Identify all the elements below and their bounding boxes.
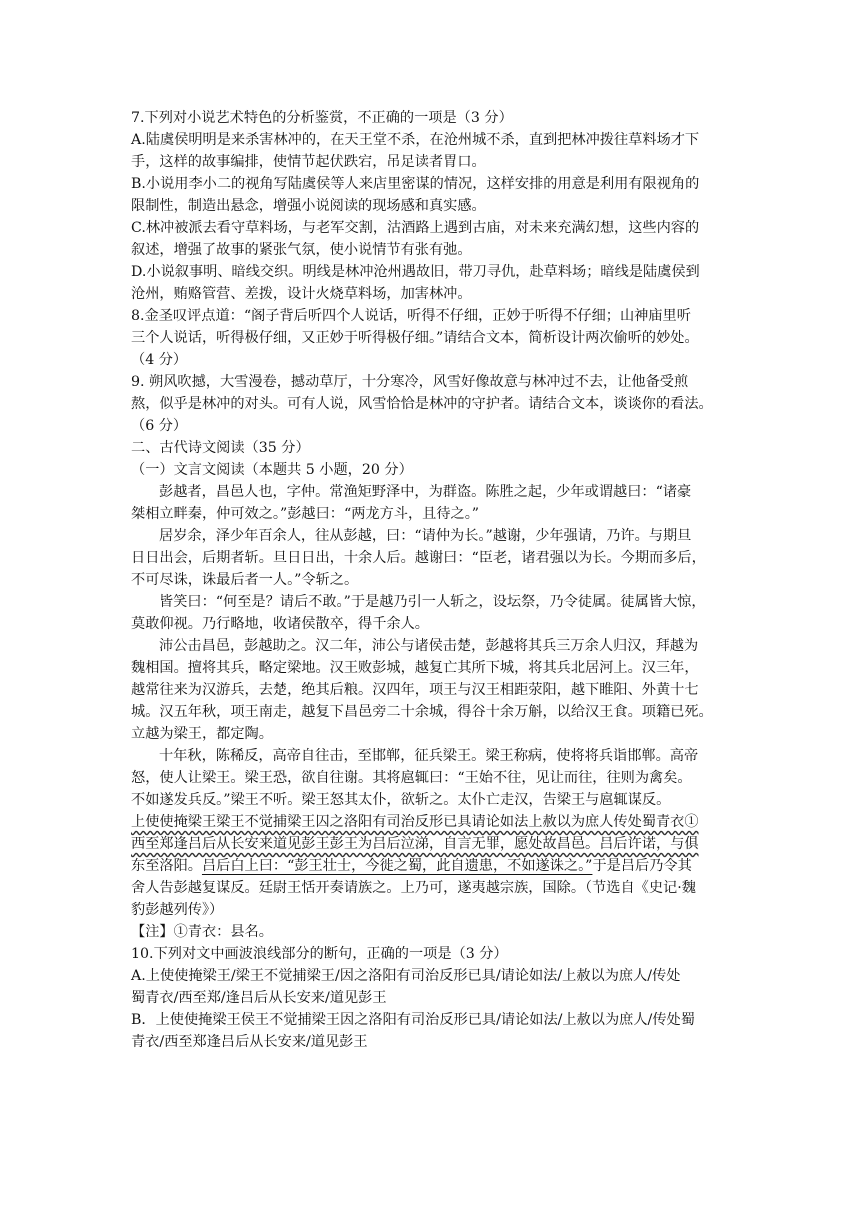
passage-line: 彭越者，昌邑人也，字仲。常渔矩野泽中，为群盗。陈胜之起，少年或谓越曰：“诸豪 (159, 484, 692, 500)
question-8-line: 三个人说话，听得极仔细，又正妙于听得极仔细。”请结合文本，简析设计两次偷听的妙处。 (131, 330, 699, 346)
subsection-heading: （一）文言文阅读（本题共 5 小题，20 分） (131, 462, 413, 478)
passage-line: 舍人告彭越复谋反。廷尉王恬开奏请族之。上乃可，遂夷越宗族，国除。（节选自《史记·魏 (131, 880, 696, 896)
passage-line (131, 811, 731, 833)
option-b-line: 青衣/西至郑逢吕后从长安来/道见彭王 (131, 1034, 368, 1050)
passage-line: 越常往来为汉游兵，去楚，绝其后粮。汉四年，项王与汉王相距荥阳，越下睢阳、外黄十七 (131, 682, 699, 698)
option-c-line: C.林冲被派去看守草料场，与老军交割，沽酒路上遇到古庙，对未来充满幻想，这些内容的 (131, 220, 700, 236)
option-a-line: 手，这样的故事编排，使情节起伏跌宕，吊足读者胃口。 (131, 154, 486, 170)
question-10-stem: 10.下列对文中画波浪线部分的断句，正确的一项是（3 分） (131, 946, 508, 962)
question-9-score: （6 分） (131, 418, 188, 434)
option-c-line: 叙述，增强了故事的紧张气氛，使小说情节有张有弛。 (131, 242, 472, 258)
option-a-line: A.上使使掩梁王/梁王不觉捕梁王/因之洛阳有司治反形已具/请论如法/上赦以为庶人/传处 (131, 968, 681, 984)
option-b-line: B．上使使掩梁王侯王不觉捕梁王因之洛阳有司治反形已具/请论如法/上赦以为庶人/传处蜀 (131, 1012, 695, 1028)
wavy-underlined-text: 西至郑逢吕后从长安来道见彭王彭王为吕后泣涕，自言无罪，愿处故昌邑。吕后许诺，与俱 (131, 836, 699, 852)
passage-line: 不如遂发兵反。”梁王不听。梁王怒其太仆，欲斩之。太仆亡走汉，告梁王与扈辄谋反。 (131, 792, 671, 808)
passage-line: 日日出会，后期者斩。旦日日出，十余人后。越谢曰：“臣老，诸君强以为长。今期而多后， (131, 550, 706, 566)
passage-line: 桀相立畔秦，仲可效之。”彭越曰：“两龙方斗，且待之。” (131, 506, 480, 522)
option-b-line: B.小说用李小二的视角写陆虞侯等人来店里密谋的情况，这样安排的用意是利用有限视角的 (131, 176, 700, 192)
passage-source: 豹彭越列传》） (131, 902, 224, 918)
question-8-line: 8.金圣叹评点道：“阁子背后听四个人说话，听得不仔细，正妙于听得不仔细；山神庙里听 (131, 308, 691, 324)
option-a-line: A.陆虞侯明明是来杀害林冲的，在天王堂不杀，在沧州城不杀，直到把林冲拨往草料场才下 (131, 132, 700, 148)
question-9-line: 熬，似乎是林冲的对头。可有人说，风雪恰恰是林冲的守护者。请结合文本，谈谈你的看法。 (131, 396, 713, 412)
option-d-line: D.小说叙事明、暗线交织。明线是林冲沧州遇故旧，带刀寻仇，赴草料场；暗线是陆虞侯到 (131, 264, 700, 280)
option-b-line: 限制性，制造出悬念，增强小说阅读的现场感和真实感。 (131, 198, 486, 214)
passage-line: 居岁余，泽少年百余人，往从彭越，曰：“请仲为长。”越谢，少年强请，乃许。与期旦 (159, 528, 692, 544)
passage-text: 东至洛阳。 (131, 858, 202, 874)
passage-line: 沛公击昌邑，彭越助之。汉二年，沛公与诸侯击楚，彭越将其兵三万余人归汉，拜越为 (159, 638, 699, 654)
passage-line: 不可尽诛，诛最后者一人。”令斩之。 (131, 572, 359, 588)
passage-line: 莫敢仰视。乃行略地，收诸侯散卒，得千余人。 (131, 616, 429, 632)
passage-line: 怒，使人让梁王。梁王恐，欲自往谢。其将扈辄曰：“王始不往，见让而往，往则为禽矣。 (131, 770, 692, 786)
question-9-line: 9. 朔风吹撼，大雪漫卷，撼动草厅，十分寒冷，风雪好像故意与林冲过不去，让他备受煎 (131, 374, 689, 390)
passage-line (131, 855, 731, 877)
wavy-underlined-text: 上使使掩梁王梁王不觉捕梁王囚之洛阳有司治反形已具请论如法上赦以为庶人传处蜀青衣① (131, 814, 699, 830)
question-8-score: （4 分） (131, 352, 188, 368)
option-d-line: 沧州，贿赂管营、差拨，设计火烧草料场，加害林冲。 (131, 286, 472, 302)
passage-line: 城。汉五年秋，项王南走，越复下昌邑旁二十余城，得谷十余万斛，以给汉王食。项籍已死。 (131, 704, 713, 720)
section-heading: 二、古代诗文阅读（35 分） (131, 440, 310, 456)
passage-line (131, 833, 731, 855)
passage-line: 十年秋，陈稀反，高帝自往击，至邯郸，征兵梁王。梁王称病，使将将兵诣邯郸。高帝 (159, 748, 699, 764)
passage-text: 于是吕后乃令其 (592, 858, 692, 874)
passage-line: 立越为梁王，都定陶。 (131, 726, 273, 742)
question-7-stem: 7.下列对小说艺术特色的分析鉴赏，不正确的一项是（3 分） (131, 110, 513, 126)
passage-line: 皆笑曰：“何至是？请后不敢。”于是越乃引一人斩之，设坛祭，乃令徒属。徒属皆大惊， (159, 594, 706, 610)
passage-line: 魏相国。擅将其兵，略定梁地。汉王败彭城，越复亡其所下城，将其兵北居河上。汉三年， (131, 660, 699, 676)
option-a-line: 蜀青衣/西至郑/逢吕后从长安来/道见彭王 (131, 990, 387, 1006)
footnote: 【注】①青衣：县名。 (131, 924, 273, 940)
underlined-sentence: 吕后白上曰：“彭王壮士，今徙之蜀，此自遗患，不如遂诛之。” (201, 858, 593, 874)
